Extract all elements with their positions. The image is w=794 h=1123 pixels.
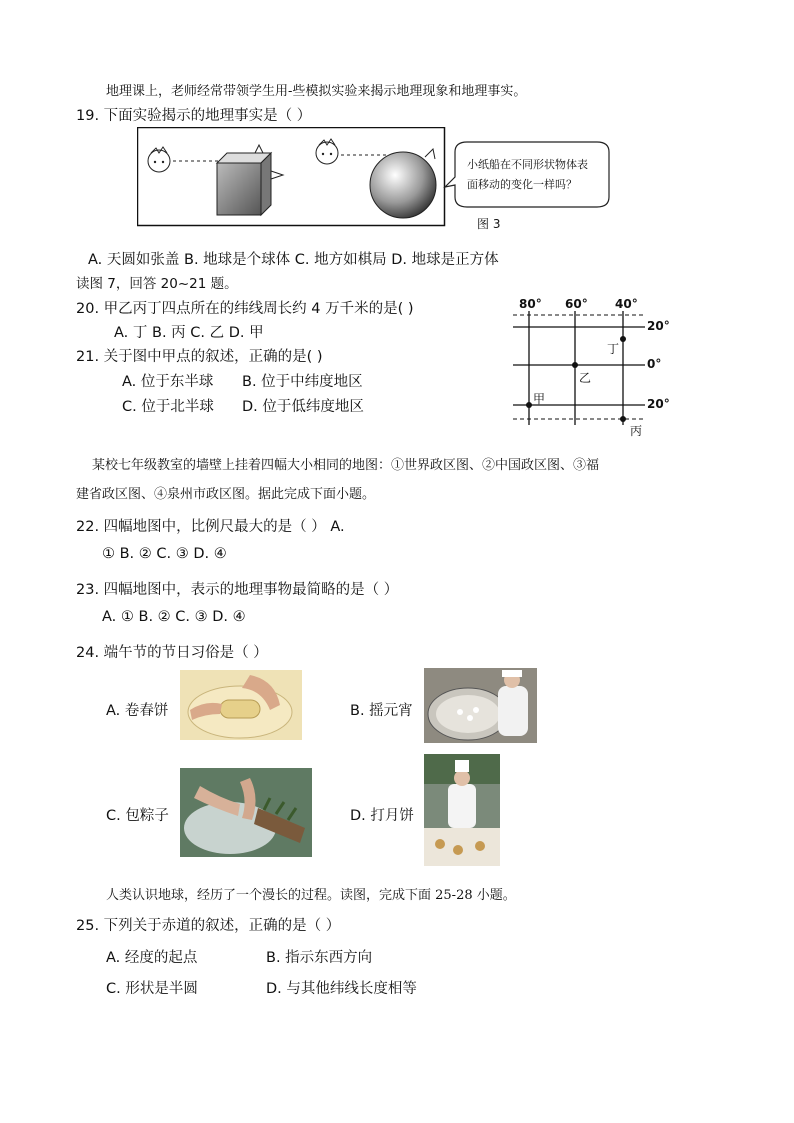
question-21-option-a: A. 位于东半球	[122, 374, 214, 390]
question-24-option-b: B. 摇元宵	[350, 703, 413, 719]
figure-label: 图 3	[477, 217, 501, 231]
question-20-options: A. 丁 B. 丙 C. 乙 D. 甲	[114, 325, 264, 341]
yuanxiao-photo	[424, 668, 537, 743]
question-22-options: ① B. ② C. ③ D. ④	[102, 546, 227, 562]
question-21-option-c: C. 位于北半球	[122, 399, 214, 415]
point-label-ding: 丁	[607, 342, 620, 356]
point-yi	[572, 362, 578, 368]
sphere-shape	[370, 152, 436, 218]
point-label-jia: 甲	[533, 392, 546, 406]
bubble-text-2: 面移动的变化一样吗？	[467, 178, 577, 191]
question-19-stem: 19. 下面实验揭示的地理事实是（ ）	[76, 108, 312, 124]
lon-label-40: 40°	[615, 297, 638, 311]
bubble-text-1: 小纸船在不同形状物体表	[467, 158, 588, 171]
question-22-stem: 22. 四幅地图中，比例尺最大的是（ ） A.	[76, 519, 345, 535]
question-24-stem: 24. 端午节的节日习俗是（ ）	[76, 645, 268, 661]
point-label-yi: 乙	[579, 371, 592, 385]
zongzi-photo	[180, 768, 312, 857]
paper-boat-icon	[316, 139, 338, 164]
lat-label-n20: 20°	[647, 319, 670, 333]
point-bing	[620, 416, 626, 422]
question-25-option-d: D. 与其他纬线长度相等	[266, 981, 417, 997]
intro-text: 地理课上，老师经常带领学生用-些模拟实验来揭示地理现象和地理事实。	[106, 84, 527, 99]
latitude-longitude-map	[505, 295, 675, 440]
question-23-stem: 23. 四幅地图中，表示的地理事物最简略的是（ ）	[76, 582, 399, 598]
intro-text-2b: 建省政区图、④泉州市政区图。据此完成下面小题。	[76, 487, 376, 502]
cube-shape	[217, 145, 283, 215]
point-label-bing: 丙	[630, 424, 643, 438]
question-24-option-d: D. 打月饼	[350, 808, 414, 824]
question-25-stem: 25. 下列关于赤道的叙述，正确的是（ ）	[76, 918, 341, 934]
question-21-option-b: B. 位于中纬度地区	[242, 374, 363, 390]
question-23-options: A. ① B. ② C. ③ D. ④	[102, 609, 246, 625]
question-21-option-d: D. 位于低纬度地区	[242, 399, 364, 415]
question-25-option-c: C. 形状是半圆	[106, 981, 198, 997]
question-19-options: A. 天圆如张盖 B. 地球是个球体 C. 地方如棋局 D. 地球是正方体	[88, 252, 499, 268]
point-jia	[526, 402, 532, 408]
question-25-option-b: B. 指示东西方向	[266, 950, 373, 966]
question-20-stem: 20. 甲乙丙丁四点所在的纬线周长约 4 万千米的是( )	[76, 301, 414, 317]
lon-label-60: 60°	[565, 297, 588, 311]
question-24-option-a: A. 卷春饼	[106, 703, 169, 719]
lon-label-80: 80°	[519, 297, 542, 311]
experiment-figure	[137, 127, 617, 231]
spring-roll-photo	[180, 670, 302, 740]
lat-label-0: 0°	[647, 357, 662, 371]
section-lead-20: 读图 7，回答 20~21 题。	[76, 276, 238, 292]
paper-boat-icon	[148, 147, 170, 172]
lat-label-s20: 20°	[647, 397, 670, 411]
question-24-option-c: C. 包粽子	[106, 808, 169, 824]
question-21-stem: 21. 关于图中甲点的叙述，正确的是( )	[76, 349, 323, 365]
intro-text-2a: 某校七年级教室的墙壁上挂着四幅大小相同的地图：①世界政区图、②中国政区图、③福	[92, 458, 600, 473]
intro-text-3: 人类认识地球，经历了一个漫长的过程。读图，完成下面 25-28 小题。	[106, 888, 516, 903]
question-25-option-a: A. 经度的起点	[106, 950, 198, 966]
mooncake-photo	[424, 754, 500, 866]
point-ding	[620, 336, 626, 342]
speech-bubble	[445, 142, 609, 207]
